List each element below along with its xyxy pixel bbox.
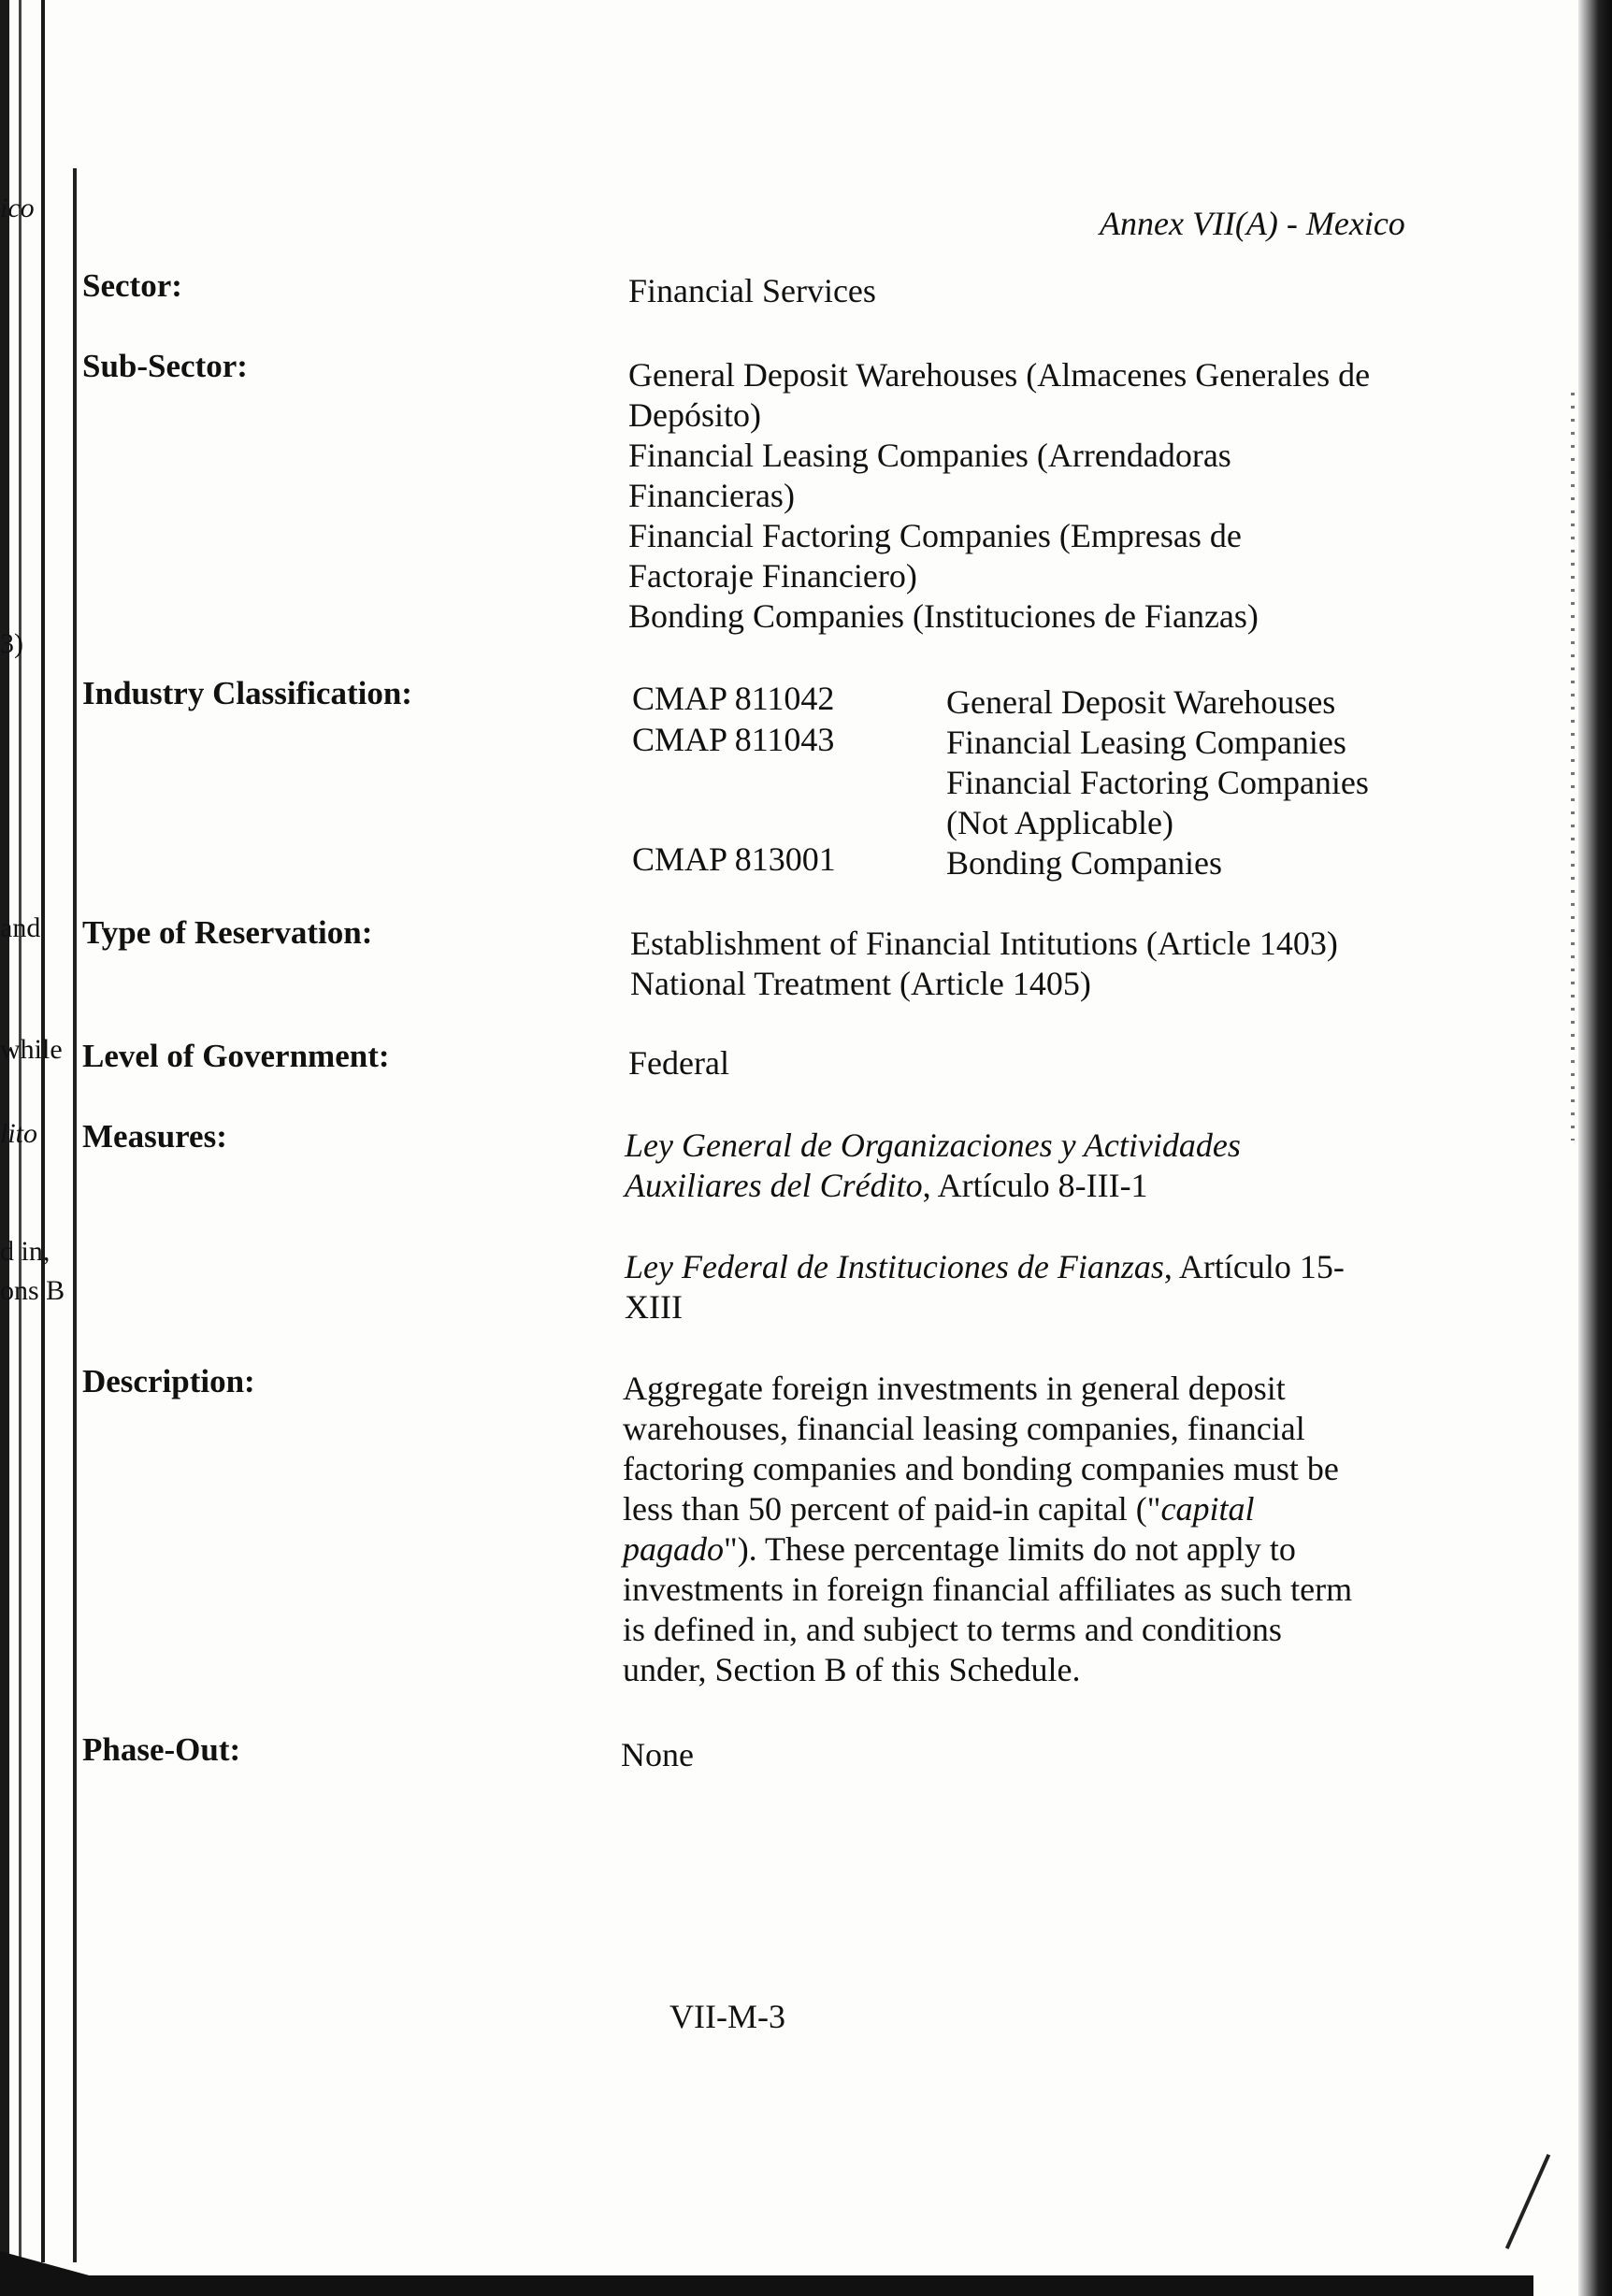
sub-sector-line: Financial Leasing Companies (Arrendadoras (628, 437, 1231, 474)
scan-shadow-bottom (0, 2275, 1533, 2296)
sector-value: Financial Services (628, 272, 876, 309)
sub-sector-line: Factoraje Financiero) (628, 557, 917, 595)
cmap-description: General Deposit Warehouses (946, 683, 1336, 721)
sector-label: Sector: (82, 267, 182, 304)
margin-fragment: ico (0, 193, 35, 223)
cmap-description: (Not Applicable) (946, 804, 1173, 841)
margin-fragment: 3) (0, 628, 23, 659)
industry-classification-label: Industry Classification: (82, 675, 412, 711)
cmap-description: Bonding Companies (946, 844, 1222, 882)
page-number: VII-M-3 (669, 1998, 785, 2035)
phase-out-label: Phase-Out: (82, 1731, 241, 1768)
sub-sector-line: Financieras) (628, 477, 795, 514)
margin-fragment: d in, (0, 1236, 50, 1267)
sub-sector-line: Bonding Companies (Instituciones de Fianzas) (628, 597, 1259, 635)
scan-noise-right (1571, 393, 1575, 1141)
pen-mark (1505, 2154, 1550, 2249)
margin-fragment: lito (0, 1118, 38, 1149)
measures-label: Measures: (82, 1118, 227, 1155)
sub-sector-line: Depósito) (628, 396, 761, 434)
type-of-reservation-label: Type of Reservation: (82, 914, 373, 951)
cmap-code: CMAP 813001 (632, 840, 836, 878)
level-of-government-value: Federal (628, 1044, 729, 1082)
scan-shadow-right (1578, 0, 1612, 2296)
sub-sector-line: Financial Factoring Companies (Empresas de (628, 517, 1242, 554)
cmap-description: Financial Factoring Companies (946, 764, 1369, 801)
margin-fragment: and (0, 912, 41, 943)
cmap-code: CMAP 811042 (632, 680, 835, 717)
sub-sector-value (628, 355, 1451, 637)
type-of-reservation-value: Establishment of Financial Intitutions (Article 1403) National Treatment (Article 1405) (630, 925, 1338, 1002)
sub-sector-line: General Deposit Warehouses (Almacenes Generales de (628, 356, 1371, 394)
level-of-government-label: Level of Government: (82, 1038, 390, 1074)
margin-fragment: while (0, 1034, 63, 1065)
cmap-code: CMAP 811043 (632, 721, 835, 758)
measures-value-2: Ley Federal de Instituciones de Fianzas, Artículo 15- XIII (625, 1248, 1345, 1326)
cmap-description: Financial Leasing Companies (946, 724, 1346, 761)
description-label: Description: (82, 1363, 255, 1399)
annex-header: Annex VII(A) - Mexico (1100, 205, 1405, 242)
sub-sector-label: Sub-Sector: (82, 348, 248, 384)
phase-out-value: None (621, 1736, 694, 1773)
description-value: Aggregate foreign investments in general deposit warehouses, financial leasing companies, financial factoring companies and bonding companies must be less than 50 percent of paid-in capital ("capital pagado"). These percentage limits do not apply to investments in foreign financial affiliates as such term is defined in, and subject to terms and conditions under, Section B of this Schedule. (623, 1370, 1353, 1688)
measures-value-1: Ley General de Organizaciones y Actividades Auxiliares del Crédito, Artículo 8-III-1 (625, 1126, 1241, 1204)
margin-fragment: ons B (0, 1275, 65, 1306)
